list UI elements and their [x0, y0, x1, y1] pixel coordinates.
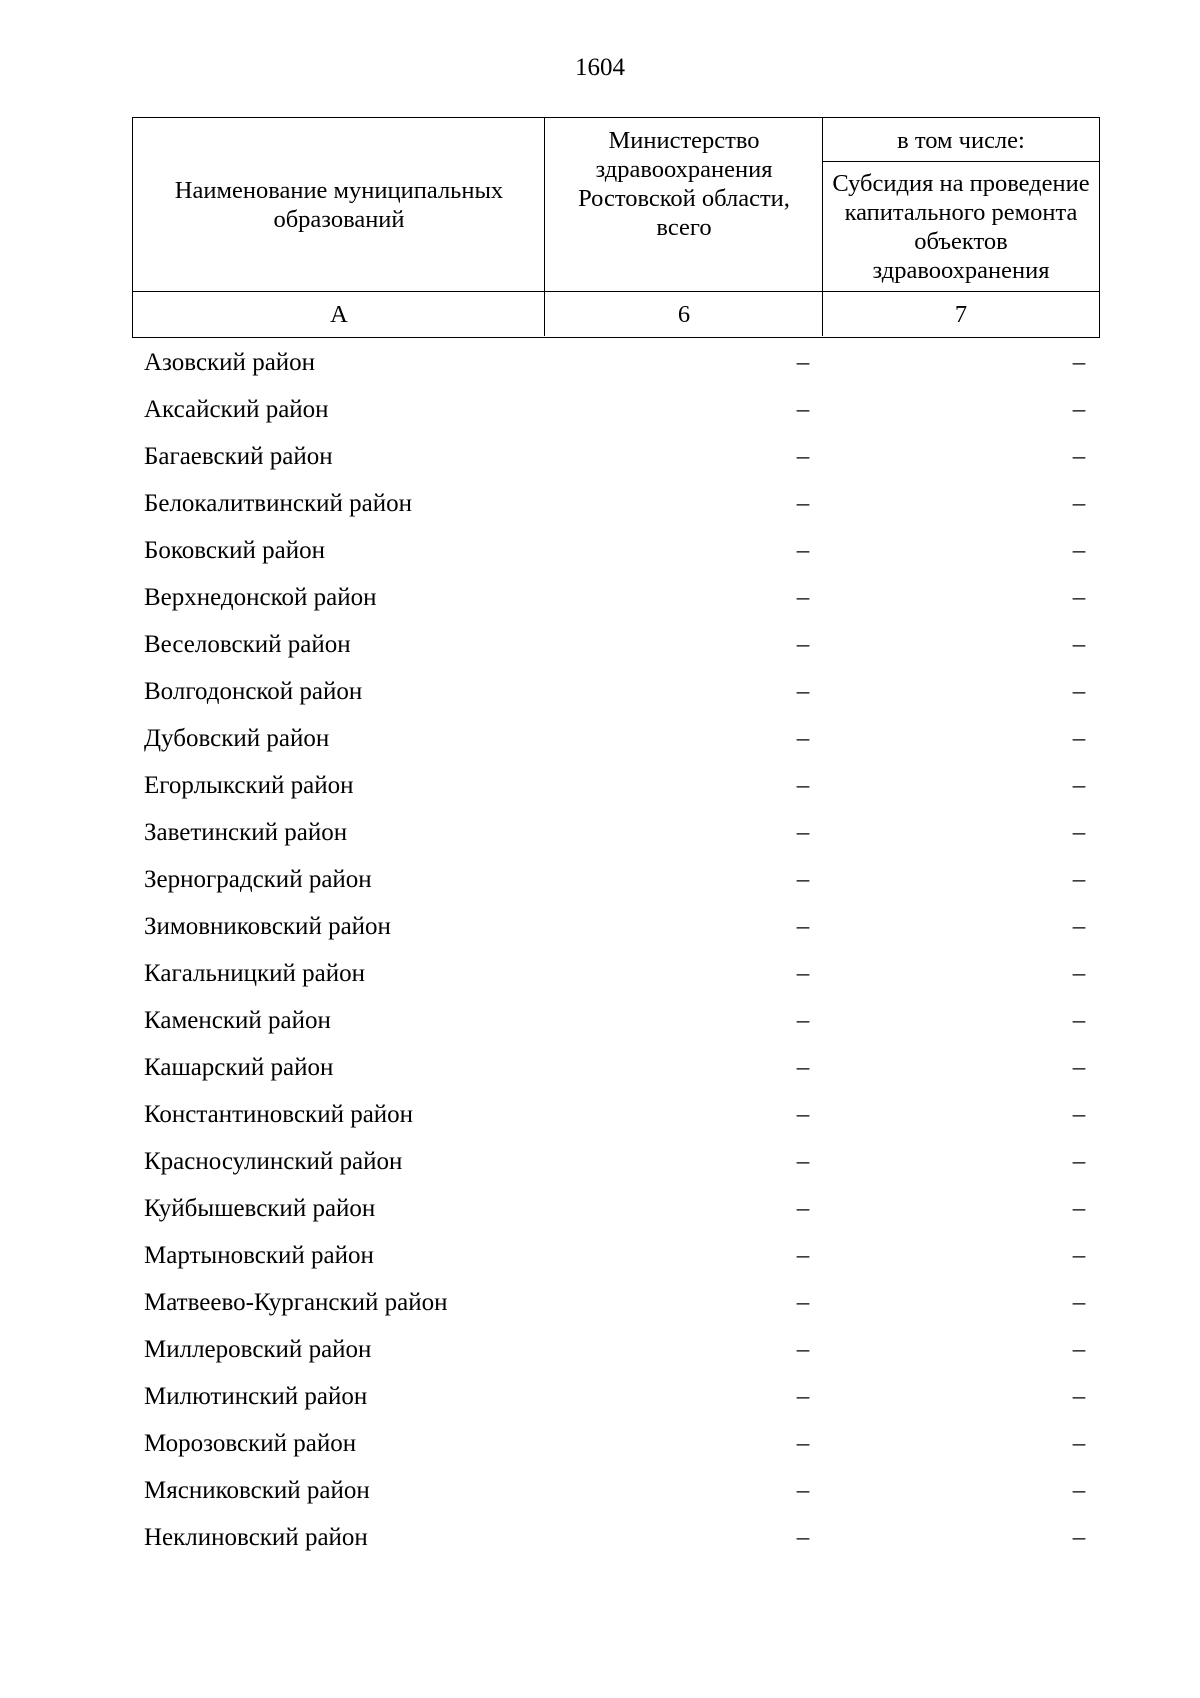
ministry-total-value: – — [796, 1524, 810, 1551]
subsidy-value: – — [1072, 1524, 1086, 1551]
column-divider — [822, 118, 823, 336]
header-municipality-name: Наименование муниципальных образований — [174, 177, 504, 233]
header-including: в том числе: — [897, 126, 1025, 154]
municipality-name: Егорлыкский район — [144, 772, 354, 799]
municipality-name: Красносулинский район — [144, 1148, 403, 1175]
municipality-name: Неклиновский район — [144, 1524, 368, 1551]
municipality-name: Мартыновский район — [144, 1242, 374, 1269]
municipality-name: Мясниковский район — [144, 1477, 370, 1504]
subsidy-value: – — [1072, 678, 1086, 705]
subsidy-value: – — [1072, 1477, 1086, 1504]
subsidy-value: – — [1072, 819, 1086, 846]
municipality-name: Дубовский район — [144, 725, 330, 752]
table-row — [0, 718, 1200, 765]
table-row — [0, 765, 1200, 812]
municipality-name: Боковский район — [144, 537, 325, 564]
subsidy-value: – — [1072, 443, 1086, 470]
table-row — [0, 1141, 1200, 1188]
subsidy-value: – — [1072, 1148, 1086, 1175]
header-subsidy: Субсидия на проведение капитального ремонта объектов здравоохранения — [832, 170, 1090, 284]
subsidy-value: – — [1072, 1336, 1086, 1363]
ministry-total-value: – — [796, 772, 810, 799]
subsidy-value: – — [1072, 1289, 1086, 1316]
row-divider — [823, 161, 1099, 162]
ministry-total-value: – — [796, 960, 810, 987]
ministry-total-value: – — [796, 349, 810, 376]
table-row — [0, 1094, 1200, 1141]
municipality-name: Миллеровский район — [144, 1336, 372, 1363]
header-number-6: 6 — [677, 301, 691, 328]
page-number: 1604 — [575, 54, 625, 81]
subsidy-value: – — [1072, 1242, 1086, 1269]
municipality-list — [0, 342, 1200, 1564]
ministry-total-value: – — [796, 1054, 810, 1081]
subsidy-value: – — [1072, 490, 1086, 517]
row-divider — [133, 291, 1099, 292]
table-row — [0, 483, 1200, 530]
ministry-total-value: – — [796, 537, 810, 564]
header-ministry-total: Министерство здравоохранения Ростовской области, всего — [578, 127, 790, 241]
ministry-total-value: – — [796, 1289, 810, 1316]
subsidy-value: – — [1072, 725, 1086, 752]
table-row — [0, 389, 1200, 436]
ministry-total-value: – — [796, 866, 810, 893]
ministry-total-value: – — [796, 1242, 810, 1269]
ministry-total-value: – — [796, 1430, 810, 1457]
municipality-name: Белокалитвинский район — [144, 490, 412, 517]
table-row — [0, 1235, 1200, 1282]
table-row — [0, 1282, 1200, 1329]
ministry-total-value: – — [796, 631, 810, 658]
municipality-name: Милютинский район — [144, 1383, 368, 1410]
table-row — [0, 812, 1200, 859]
municipality-name: Волгодонской район — [144, 678, 363, 705]
municipality-name: Кагальницкий район — [144, 960, 366, 987]
header-number-a: А — [330, 301, 348, 328]
subsidy-value: – — [1072, 960, 1086, 987]
table-row — [0, 953, 1200, 1000]
ministry-total-value: – — [796, 725, 810, 752]
ministry-total-value: – — [796, 1101, 810, 1128]
municipality-name: Каменский район — [144, 1007, 331, 1034]
table-row — [0, 671, 1200, 718]
municipality-name: Зимовниковский район — [144, 913, 391, 940]
subsidy-value: – — [1072, 1007, 1086, 1034]
table-row — [0, 530, 1200, 577]
ministry-total-value: – — [796, 1007, 810, 1034]
table-row — [0, 1000, 1200, 1047]
header-number-7: 7 — [954, 301, 968, 328]
table-row — [0, 1047, 1200, 1094]
ministry-total-value: – — [796, 443, 810, 470]
ministry-total-value: – — [796, 1336, 810, 1363]
subsidy-value: – — [1072, 866, 1086, 893]
table-row — [0, 1329, 1200, 1376]
table-row — [0, 436, 1200, 483]
table-row — [0, 1517, 1200, 1564]
subsidy-value: – — [1072, 1101, 1086, 1128]
subsidy-value: – — [1072, 1195, 1086, 1222]
ministry-total-value: – — [796, 913, 810, 940]
subsidy-value: – — [1072, 537, 1086, 564]
subsidy-value: – — [1072, 349, 1086, 376]
table-row — [0, 859, 1200, 906]
municipality-name: Матвеево-Курганский район — [144, 1289, 448, 1316]
subsidy-value: – — [1072, 631, 1086, 658]
municipality-name: Зерноградский район — [144, 866, 372, 893]
subsidy-value: – — [1072, 584, 1086, 611]
table-row — [0, 1470, 1200, 1517]
municipality-name: Константиновский район — [144, 1101, 414, 1128]
ministry-total-value: – — [796, 678, 810, 705]
subsidy-value: – — [1072, 396, 1086, 423]
ministry-total-value: – — [796, 396, 810, 423]
subsidy-value: – — [1072, 1430, 1086, 1457]
municipality-name: Аксайский район — [144, 396, 329, 423]
ministry-total-value: – — [796, 1383, 810, 1410]
municipality-name: Багаевский район — [144, 443, 333, 470]
column-divider — [544, 118, 545, 336]
table-row — [0, 1423, 1200, 1470]
subsidy-value: – — [1072, 1054, 1086, 1081]
ministry-total-value: – — [796, 1477, 810, 1504]
table-row — [0, 624, 1200, 671]
table-row — [0, 577, 1200, 624]
municipality-name: Азовский район — [144, 349, 316, 376]
municipality-name: Веселовский район — [144, 631, 351, 658]
table-row — [0, 1188, 1200, 1235]
subsidy-value: – — [1072, 1383, 1086, 1410]
municipality-name: Морозовский район — [144, 1430, 357, 1457]
municipality-name: Заветинский район — [144, 819, 348, 846]
table-header — [132, 117, 1100, 338]
ministry-total-value: – — [796, 584, 810, 611]
municipality-name: Верхнедонской район — [144, 584, 377, 611]
ministry-total-value: – — [796, 1195, 810, 1222]
ministry-total-value: – — [796, 1148, 810, 1175]
table-row — [0, 1376, 1200, 1423]
ministry-total-value: – — [796, 819, 810, 846]
subsidy-value: – — [1072, 772, 1086, 799]
table-row — [0, 342, 1200, 389]
subsidy-value: – — [1072, 913, 1086, 940]
municipality-name: Кашарский район — [144, 1054, 334, 1081]
table-row — [0, 906, 1200, 953]
ministry-total-value: – — [796, 490, 810, 517]
municipality-name: Куйбышевский район — [144, 1195, 376, 1222]
